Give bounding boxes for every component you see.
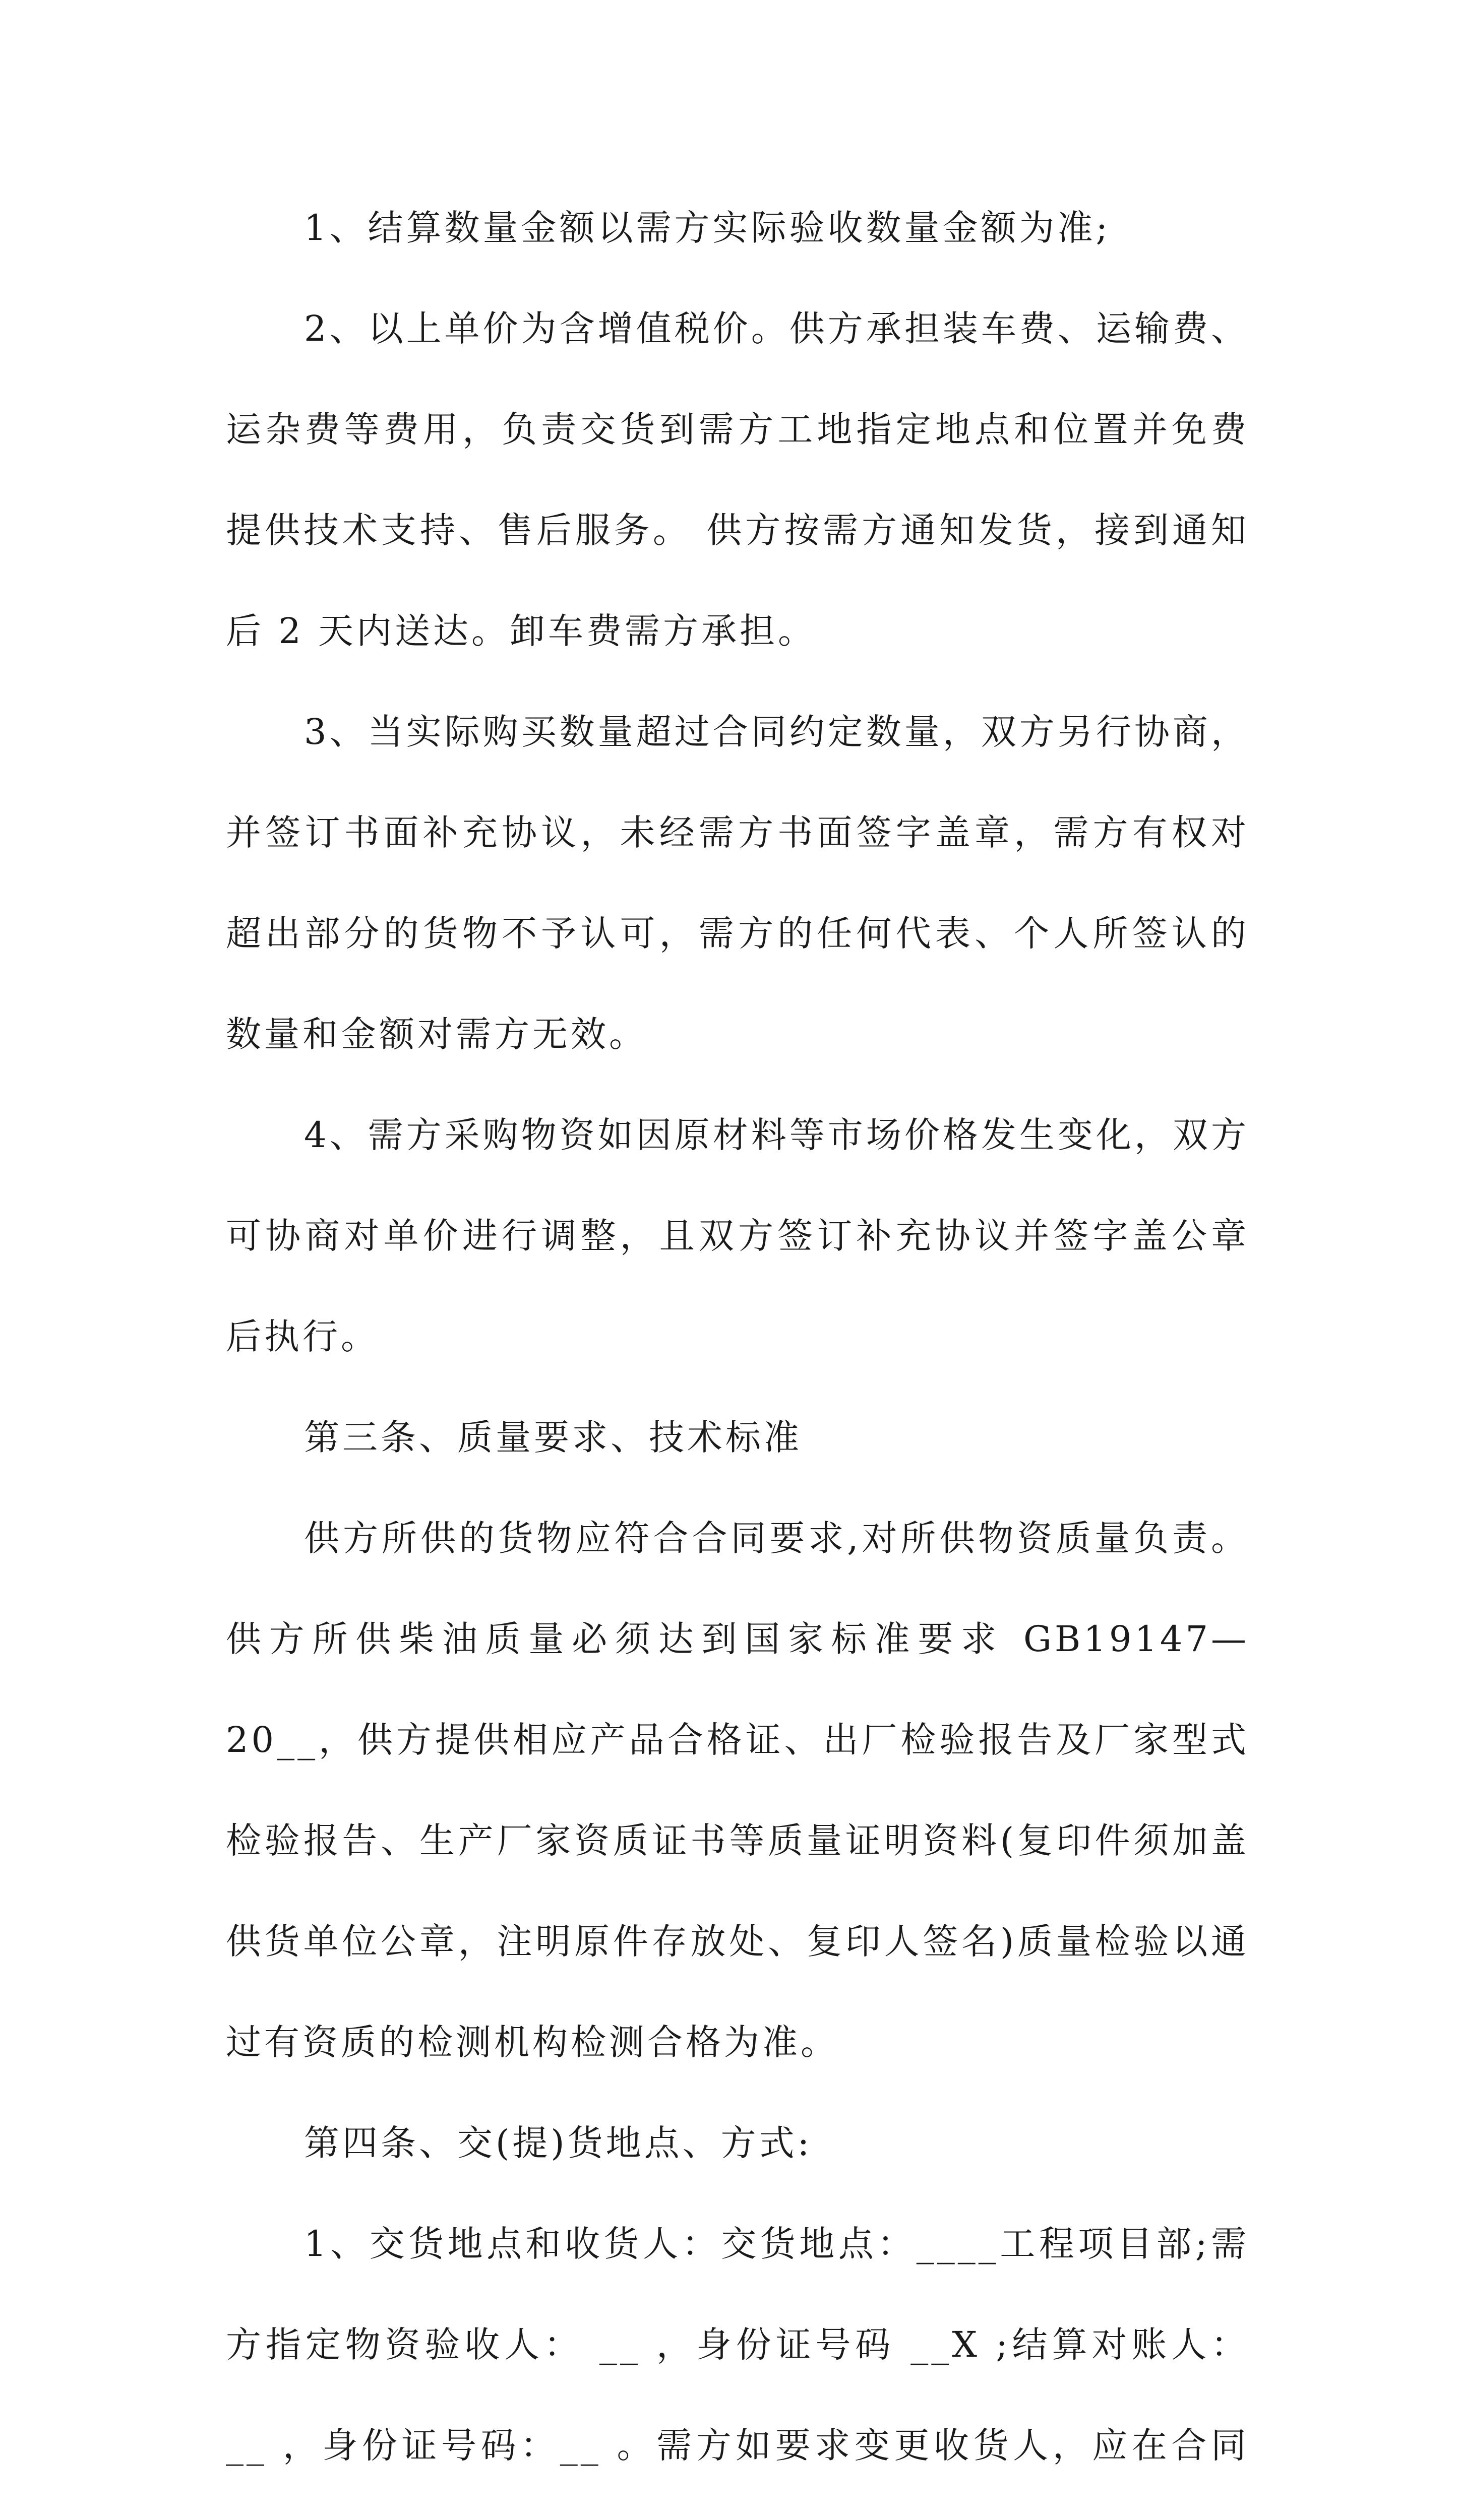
clause-2-unit-price: 2、以上单价为含增值税价。供方承担装车费、运输费、运杂费等费用，负责交货到需方工地指定地点和位置并免费提供技术支持、售后服务。 供方按需方通知发货，接到通知后 2 天内送达。卸车费需方承担。 xyxy=(226,308,1249,652)
article-4-heading: 第四条、交(提)货地点、方式: xyxy=(304,2122,813,2164)
article-3-heading: 第三条、质量要求、技术标准 xyxy=(304,1417,802,1458)
clause-1-settlement: 1、结算数量金额以需方实际验收数量金额为准; xyxy=(304,207,1111,248)
article-4-delivery-text: 1、交货地点和收货人：交货地点：____工程项目部;需方指定物资验收人： __ ，身份证号码 __X ;结算对账人：__ ，身份证号码：__ 。需方如要求变更收货人，应在合同 xyxy=(226,2223,1249,2466)
clause-4-price-adjustment: 4、需方采购物资如因原材料等市场价格发生变化，双方可协商对单价进行调整，且双方签订补充协议并签字盖公章后执行。 xyxy=(226,1114,1249,1357)
document-body xyxy=(226,177,1249,2520)
article-3-quality-text: 供方所供的货物应符合合同要求,对所供物资质量负责。供方所供柴油质量必须达到国家标准要求 GB19147—20__，供方提供相应产品合格证、出厂检验报告及厂家型式检验报告、生产厂家资质证书等质量证明资料(复印件须加盖供货单位公章，注明原件存放处、复印人签名)质量检验以通过有资质的检测机构检测合格为准。 xyxy=(226,1518,1249,2063)
clause-3-excess-quantity: 3、当实际购买数量超过合同约定数量，双方另行协商，并签订书面补充协议，未经需方书面签字盖章，需方有权对超出部分的货物不予认可，需方的任何代表、个人所签认的数量和金额对需方无效。 xyxy=(226,711,1249,1055)
